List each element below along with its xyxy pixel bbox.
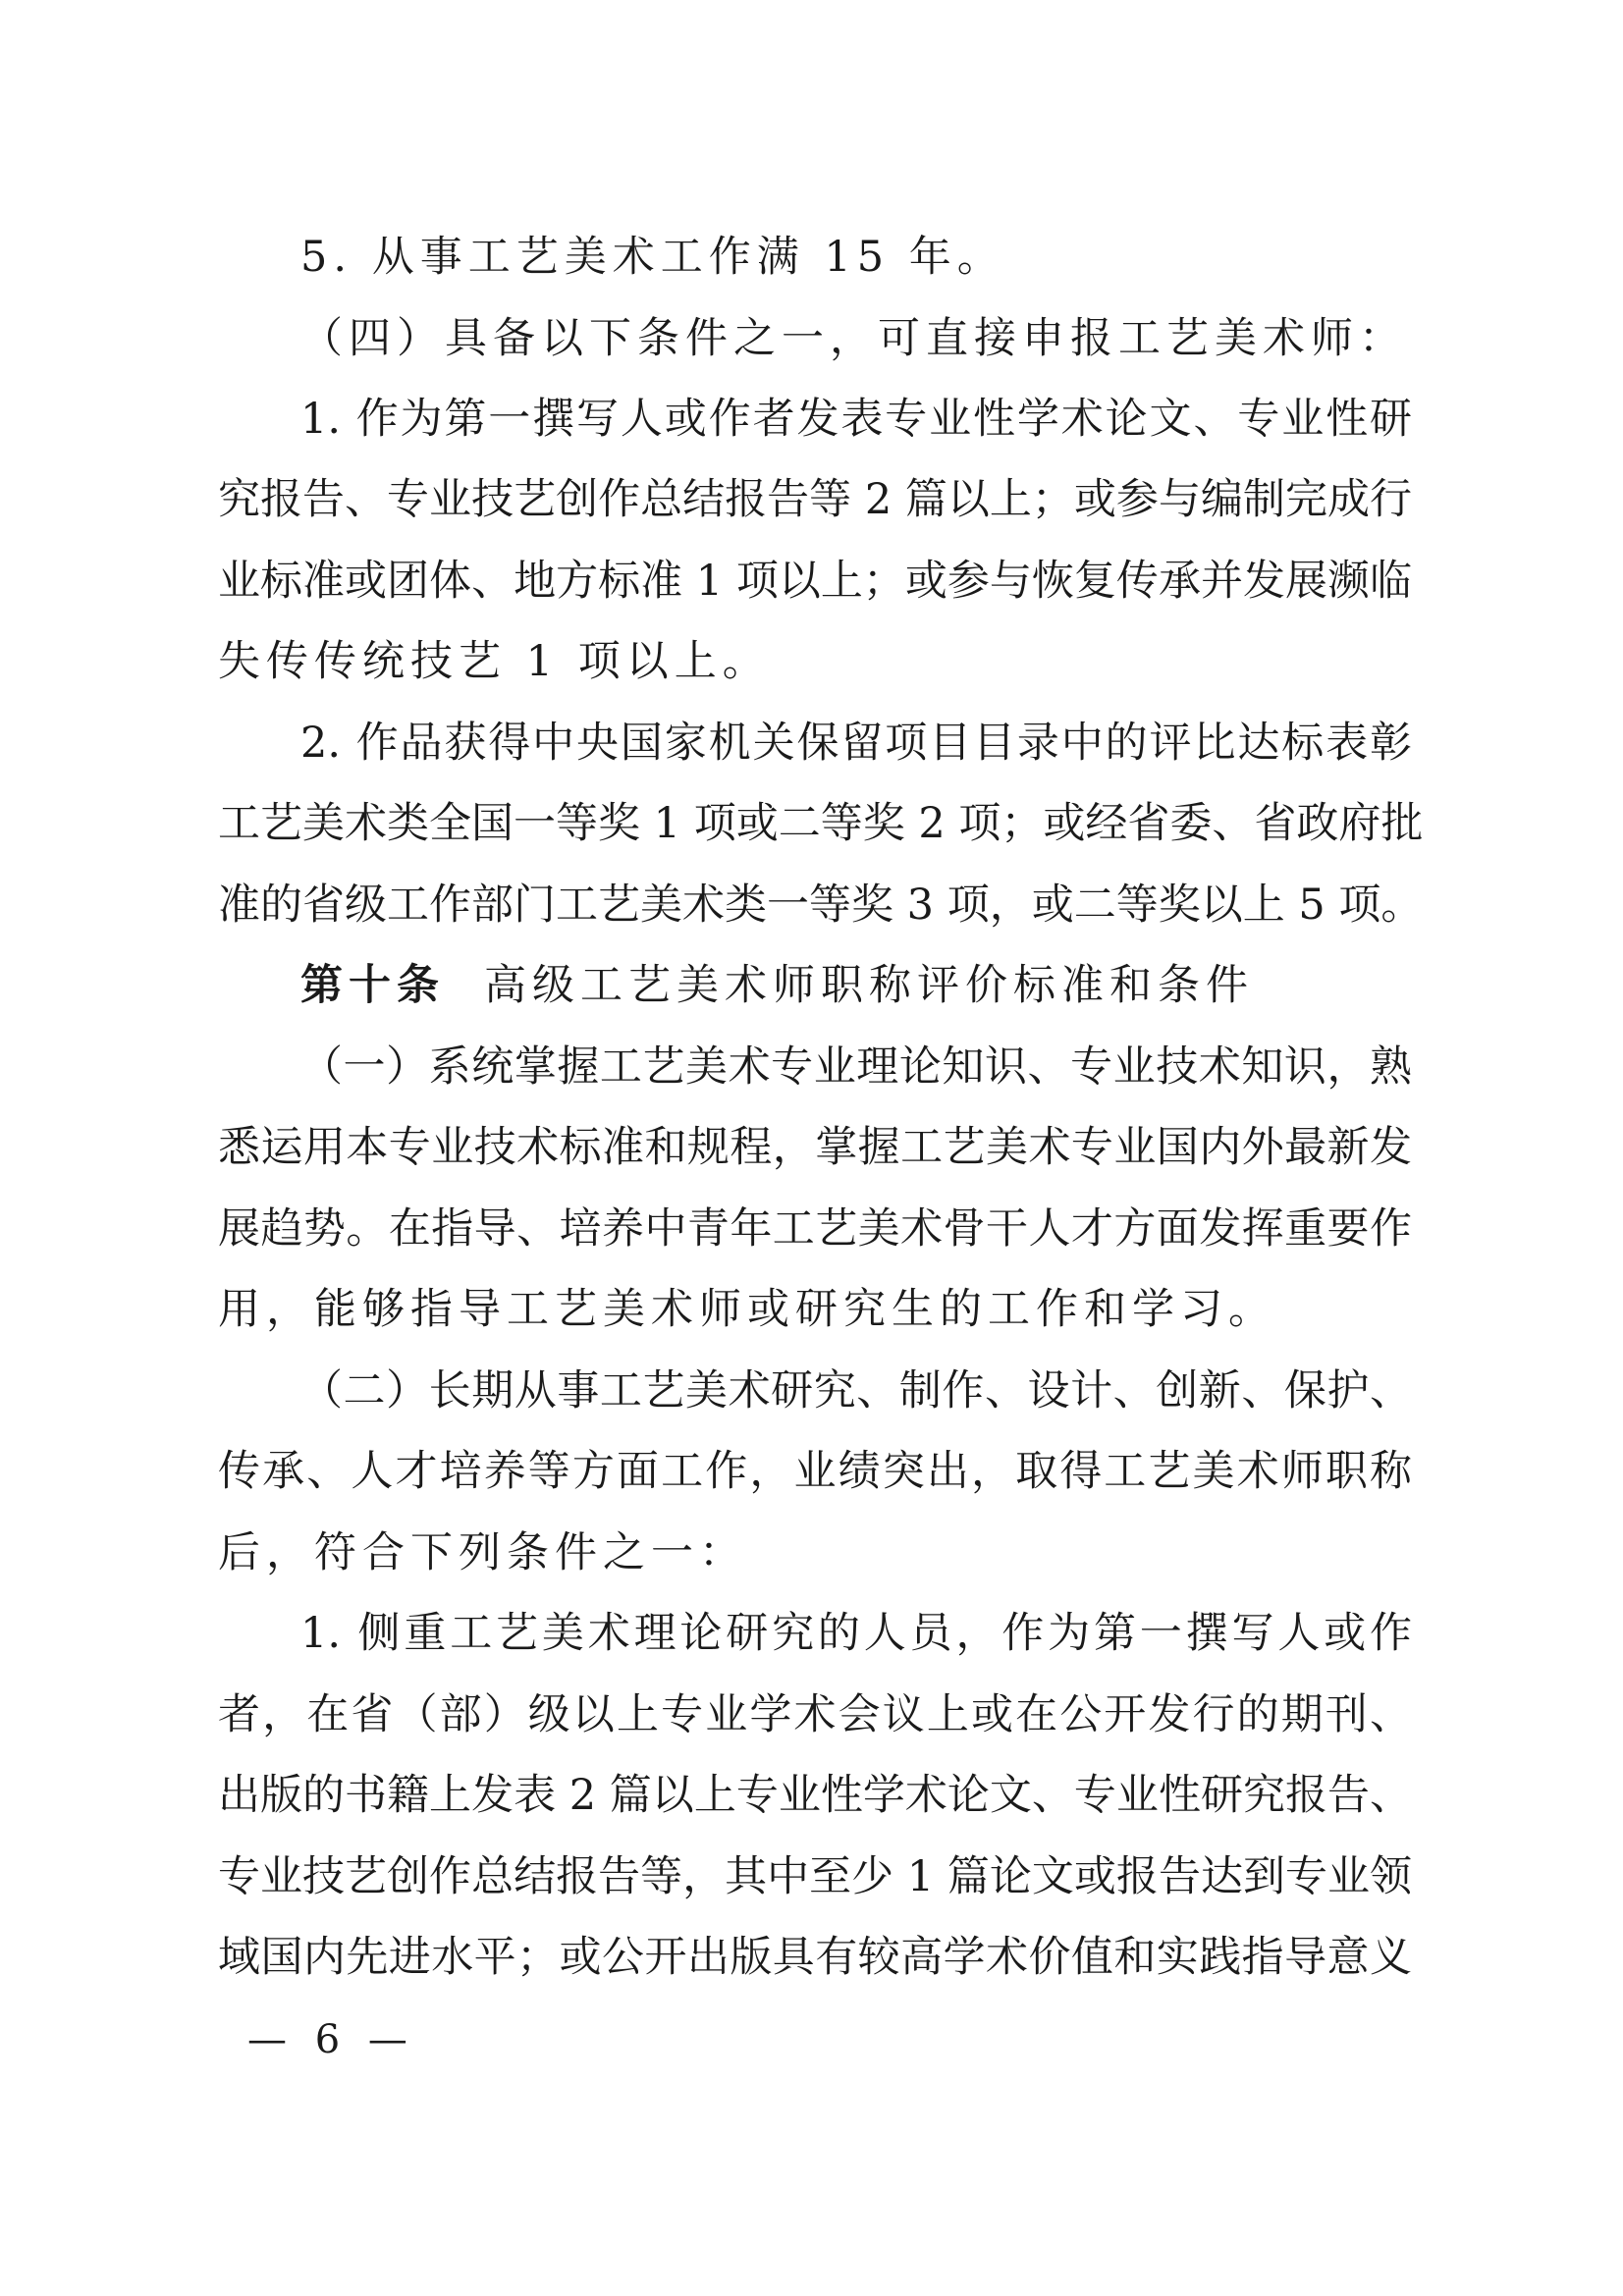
article-title: 高级工艺美术师职称评价标准和条件 [484,961,1254,1010]
article-label: 第十条 [300,961,445,1010]
text-line-2: （四）具备以下条件之一，可直接申报工艺美术师： [300,314,1407,363]
text-line-4: 究报告、专业技艺创作总结报告等 2 篇以上；或参与编制完成行 [218,475,1412,524]
text-line-6: 失传传统技艺 1 项以上。 [218,637,771,686]
text-line-17: 后，符合下列条件之一： [218,1528,747,1577]
page-number: — 6 — [247,2017,415,2062]
text-line-13: 展趋势。在指导、培养中青年工艺美术骨干人才方面发挥重要作 [218,1204,1412,1254]
text-line-8: 工艺美术类全国一等奖 1 项或二等奖 2 项；或经省委、省政府批 [218,799,1424,848]
text-line-21: 专业技艺创作总结报告等，其中至少 1 篇论文或报告达到专业领 [218,1852,1412,1901]
text-line-5: 业标准或团体、地方标准 1 项以上；或参与恢复传承并发展濒临 [218,557,1412,606]
text-line-15: （二）长期从事工艺美术研究、制作、设计、创新、保护、 [300,1366,1412,1415]
text-line-14: 用，能够指导工艺美术师或研究生的工作和学习。 [218,1285,1276,1334]
article-heading [300,956,1412,1015]
text-line-12: 悉运用本专业技术标准和规程，掌握工艺美术专业国内外最新发 [218,1123,1412,1172]
text-line-22: 域国内先进水平；或公开出版具有较高学术价值和实践指导意义 [218,1933,1412,1982]
text-line-3: 1. 作为第一撰写人或作者发表专业性学术论文、专业性研 [300,395,1412,444]
text-line-18: 1. 侧重工艺美术理论研究的人员，作为第一撰写人或作 [300,1609,1412,1658]
text-line-7: 2. 作品获得中央国家机关保留项目目录中的评比达标表彰 [300,719,1412,768]
text-line-9: 准的省级工作部门工艺美术类一等奖 3 项，或二等奖以上 5 项。 [218,881,1424,930]
text-line-16: 传承、人才培养等方面工作，业绩突出，取得工艺美术师职称 [218,1447,1412,1496]
text-line-11: （一）系统掌握工艺美术专业理论知识、专业技术知识，熟 [300,1042,1412,1092]
text-line-20: 出版的书籍上发表 2 篇以上专业性学术论文、专业性研究报告、 [218,1771,1412,1820]
text-line-1: 5. 从事工艺美术工作满 15 年。 [300,233,1005,282]
text-line-19: 者，在省（部）级以上专业学术会议上或在公开发行的期刊、 [218,1690,1412,1739]
